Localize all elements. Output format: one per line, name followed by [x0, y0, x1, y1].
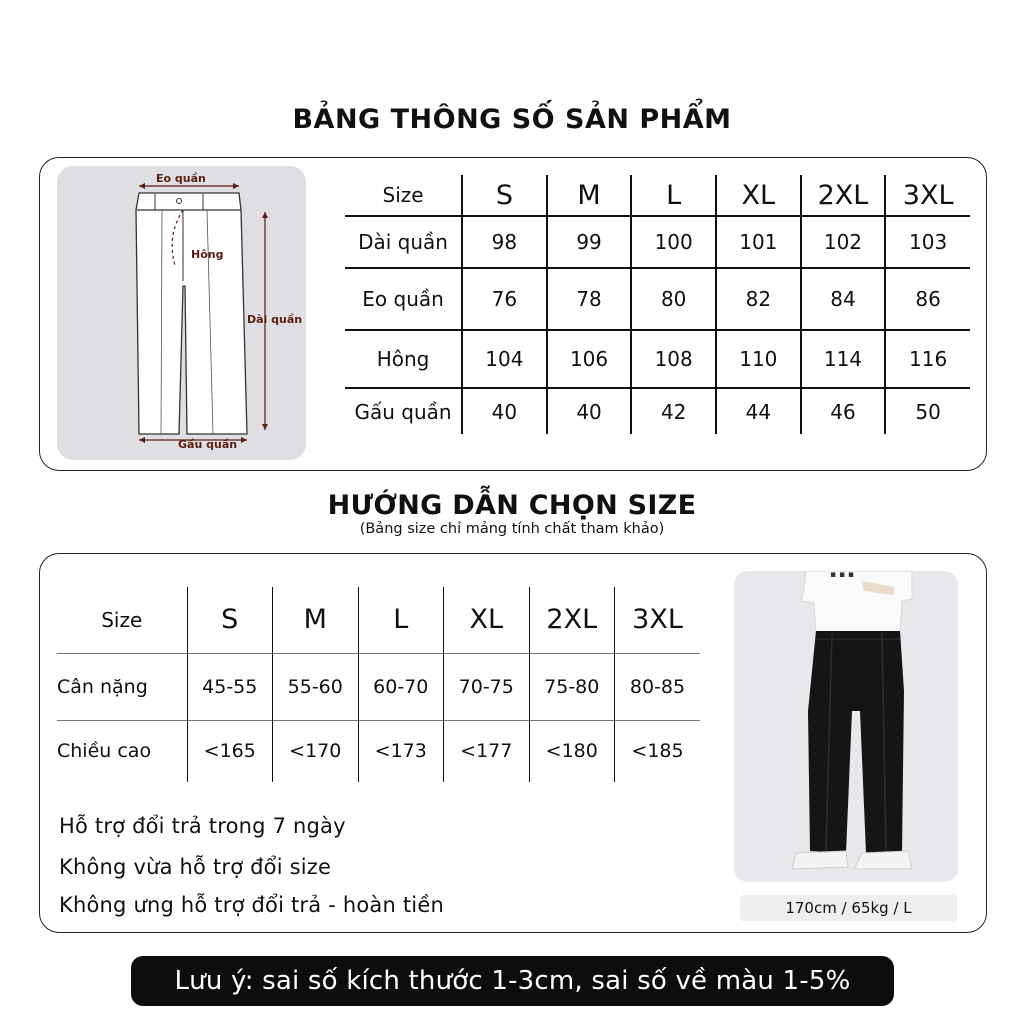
- table-cell: <170: [273, 720, 359, 782]
- table-row: [345, 216, 970, 268]
- table-row: [57, 720, 700, 782]
- row-label: Eo quần: [345, 268, 462, 330]
- table-cell: 80-85: [615, 653, 701, 720]
- table-cell: 40: [462, 388, 547, 434]
- spec-size-s: S: [462, 175, 547, 216]
- table-cell: 50: [885, 388, 970, 434]
- guide-header-row: [57, 587, 700, 653]
- row-label: Hông: [345, 330, 462, 388]
- table-cell: 98: [462, 216, 547, 268]
- table-row: [345, 268, 970, 330]
- table-cell: 86: [885, 268, 970, 330]
- table-cell: <185: [615, 720, 701, 782]
- table-cell: 114: [801, 330, 886, 388]
- model-caption: 170cm / 65kg / L: [740, 895, 957, 921]
- model-figure-icon: [734, 571, 958, 882]
- table-cell: 82: [716, 268, 801, 330]
- table-cell: 101: [716, 216, 801, 268]
- table-cell: <180: [529, 720, 615, 782]
- length-label: Dài quần: [247, 313, 303, 326]
- row-label: Cân nặng: [57, 653, 187, 720]
- spec-size-3xl: 3XL: [885, 175, 970, 216]
- table-cell: 78: [547, 268, 632, 330]
- spec-size-xl: XL: [716, 175, 801, 216]
- guide-size-m: M: [273, 587, 359, 653]
- guide-size-l: L: [358, 587, 444, 653]
- policy-refund: Không ưng hỗ trợ đổi trả - hoàn tiền: [59, 893, 444, 917]
- row-label: Dài quần: [345, 216, 462, 268]
- spec-header-row: [345, 175, 970, 216]
- guide-title: HƯỚNG DẪN CHỌN SIZE: [327, 490, 697, 521]
- table-cell: 116: [885, 330, 970, 388]
- table-cell: 75-80: [529, 653, 615, 720]
- guide-size-xl: XL: [444, 587, 530, 653]
- spec-table: [345, 175, 970, 434]
- guide-subtitle: (Bảng size chỉ mảng tính chất tham khảo): [359, 521, 665, 537]
- table-cell: 55-60: [273, 653, 359, 720]
- table-cell: 40: [547, 388, 632, 434]
- guide-header-label: Size: [101, 607, 143, 632]
- note-banner: Lưu ý: sai số kích thước 1-3cm, sai số về màu 1-5%: [131, 956, 894, 1006]
- table-cell: 106: [547, 330, 632, 388]
- guide-size-s: S: [187, 587, 273, 653]
- table-cell: <177: [444, 720, 530, 782]
- table-cell: 60-70: [358, 653, 444, 720]
- table-cell: 102: [801, 216, 886, 268]
- table-cell: 80: [631, 268, 716, 330]
- waist-label: Eo quần: [156, 172, 206, 185]
- table-cell: 44: [716, 388, 801, 434]
- guide-table: [57, 587, 700, 782]
- spec-size-2xl: 2XL: [801, 175, 886, 216]
- spec-header-label: Size: [382, 183, 424, 207]
- table-row: [345, 330, 970, 388]
- policy-exchange-size: Không vừa hỗ trợ đổi size: [59, 855, 332, 879]
- table-cell: <165: [187, 720, 273, 782]
- table-row: [345, 388, 970, 434]
- pants-diagram: [57, 166, 306, 460]
- table-cell: 99: [547, 216, 632, 268]
- table-cell: 104: [462, 330, 547, 388]
- hem-label: Gấu quần: [178, 438, 238, 451]
- table-cell: 110: [716, 330, 801, 388]
- table-cell: <173: [358, 720, 444, 782]
- guide-size-2xl: 2XL: [529, 587, 615, 653]
- policy-exchange-7-days: Hỗ trợ đổi trả trong 7 ngày: [59, 814, 346, 838]
- table-cell: 70-75: [444, 653, 530, 720]
- table-cell: 84: [801, 268, 886, 330]
- table-cell: 103: [885, 216, 970, 268]
- table-row: [57, 653, 700, 720]
- table-cell: 108: [631, 330, 716, 388]
- model-photo: [734, 571, 958, 882]
- spec-title: BẢNG THÔNG SỐ SẢN PHẨM: [292, 104, 732, 135]
- row-label: Gấu quần: [345, 388, 462, 434]
- table-cell: 45-55: [187, 653, 273, 720]
- spec-size-l: L: [631, 175, 716, 216]
- table-cell: 42: [631, 388, 716, 434]
- guide-size-3xl: 3XL: [615, 587, 701, 653]
- table-cell: 76: [462, 268, 547, 330]
- hip-label: Hông: [191, 248, 224, 261]
- table-cell: 100: [631, 216, 716, 268]
- spec-size-m: M: [547, 175, 632, 216]
- row-label: Chiều cao: [57, 720, 187, 782]
- table-cell: 46: [801, 388, 886, 434]
- svg-text:▪ ▪ ▪: ▪ ▪ ▪: [830, 571, 855, 580]
